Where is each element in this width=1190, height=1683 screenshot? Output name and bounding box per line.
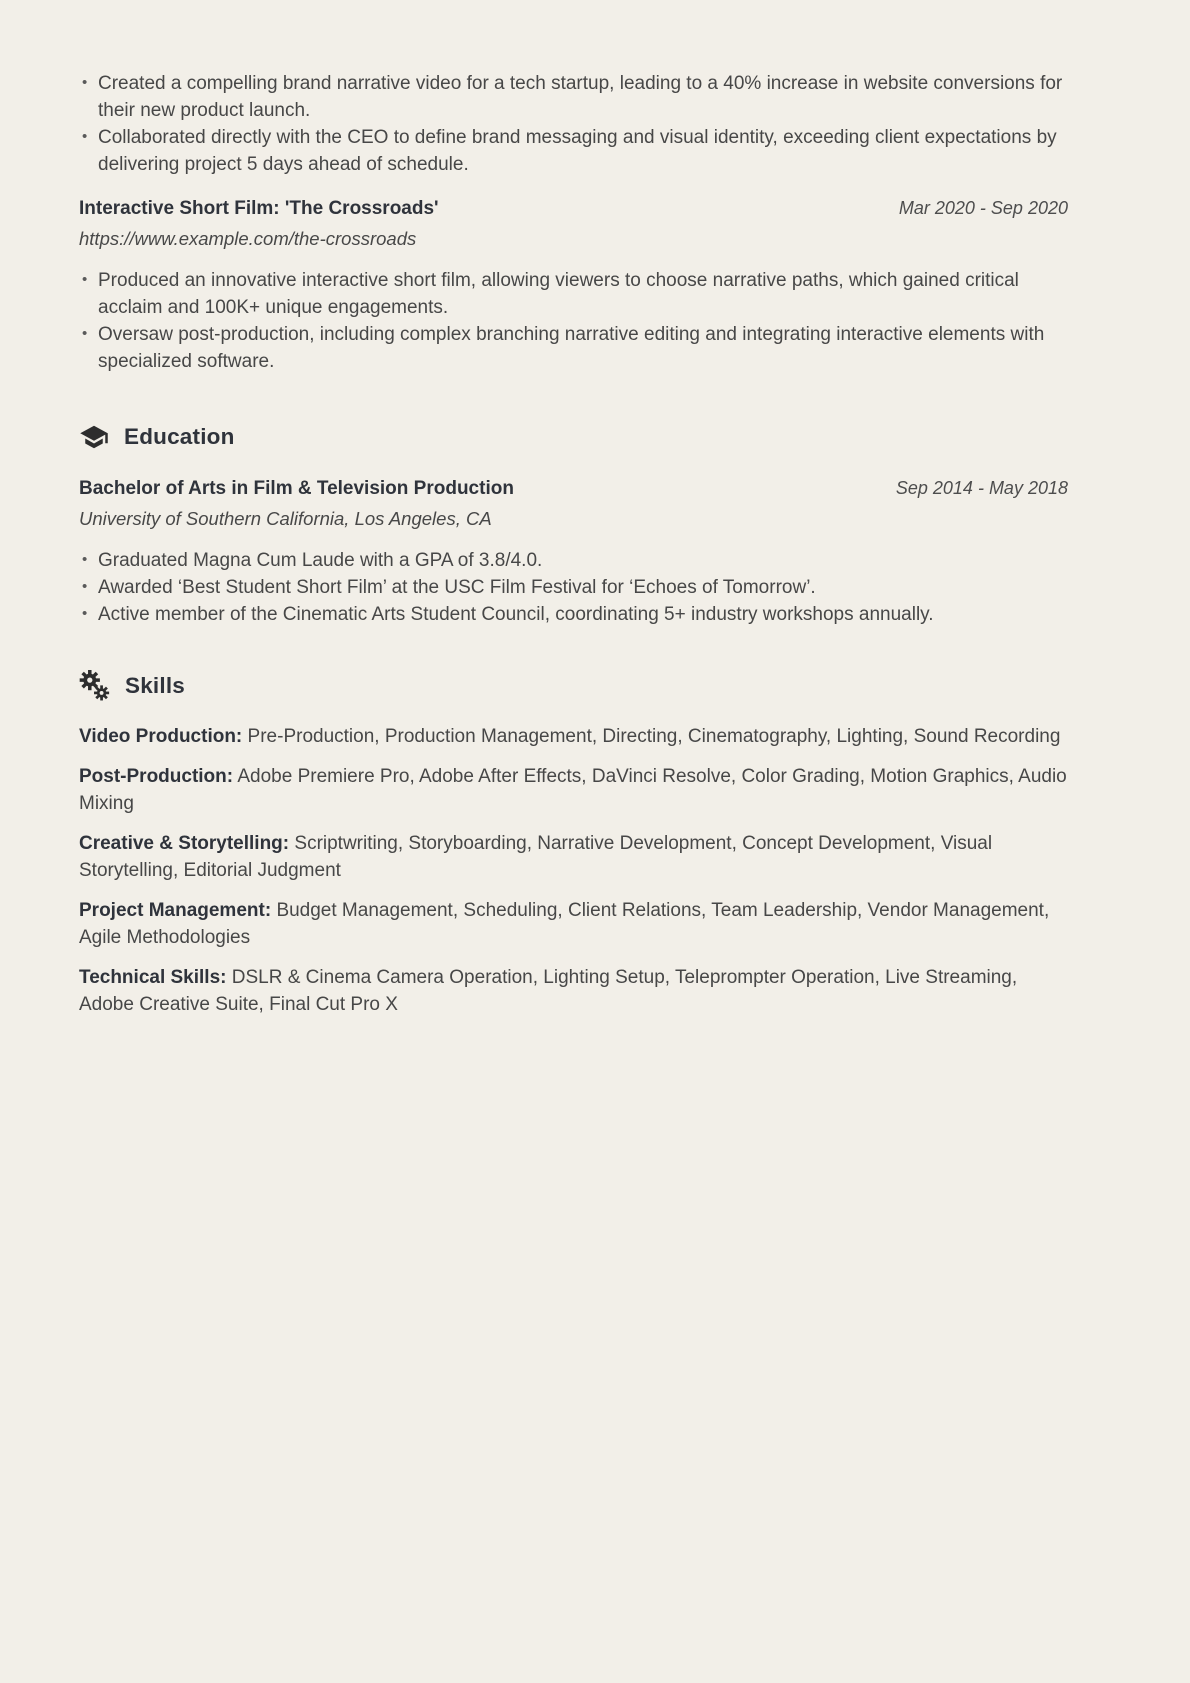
project-header-row xyxy=(79,195,1068,222)
skill-category-post-production xyxy=(79,763,1068,817)
education-bullets xyxy=(79,547,1068,628)
skills-section xyxy=(79,670,1068,1018)
skills-section-title: Skills xyxy=(125,672,185,698)
experience-project1-bullets xyxy=(79,70,1068,178)
skill-category-technical-skills xyxy=(79,964,1068,1018)
skill-category-items: Scriptwriting, Storyboarding, Narrative Development, Concept Development, Visual Storytelling, Editorial Judgment xyxy=(79,833,993,881)
skill-category-label: Creative & Storytelling: xyxy=(79,833,290,854)
skill-category-creative-storytelling xyxy=(79,830,1068,884)
graduation-cap-icon xyxy=(79,422,109,452)
education-section-title: Education xyxy=(124,424,235,449)
skill-category-label: Project Management: xyxy=(79,900,272,921)
skill-category-label: Video Production: xyxy=(79,726,243,747)
bullet-item: • Active member of the Cinematic Arts Student Council, coordinating 5+ industry workshops annually. xyxy=(79,601,1068,628)
bullet-item: • Produced an innovative interactive short film, allowing viewers to choose narrative paths, which gained critical acclaim and 100K+ unique engagements. xyxy=(79,267,1068,321)
skill-category-label: Technical Skills: xyxy=(79,967,227,988)
bullet-item: • Graduated Magna Cum Laude with a GPA of 3.8/4.0. xyxy=(79,547,1068,574)
gears-icon xyxy=(79,670,110,701)
degree-header-row xyxy=(79,475,1068,502)
education-section xyxy=(79,422,1068,628)
skill-category-video-production xyxy=(79,723,1068,750)
school-name: University of Southern California, Los Angeles, CA xyxy=(79,508,492,529)
project-title: Interactive Short Film: 'The Crossroads' xyxy=(79,198,439,219)
project-dates: Mar 2020 - Sep 2020 xyxy=(898,198,1068,218)
skill-category-items: Budget Management, Scheduling, Client Relations, Team Leadership, Vendor Management, Agile Methodologies xyxy=(79,900,1050,948)
bullet-item: • Oversaw post-production, including complex branching narrative editing and integrating interactive elements with specialized software. xyxy=(79,321,1068,375)
bullet-item: • Collaborated directly with the CEO to define brand messaging and visual identity, exceeding client expectations by delivering project 5 days ahead of schedule. xyxy=(79,124,1068,178)
skill-category-label: Post-Production: xyxy=(79,766,234,787)
skills-section-header xyxy=(79,670,1068,701)
skill-category-items: Pre-Production, Production Management, Directing, Cinematography, Lighting, Sound Recording xyxy=(247,726,1061,747)
skill-category-items: DSLR & Cinema Camera Operation, Lighting Setup, Teleprompter Operation, Live Streaming, Adobe Creative Suite, Final Cut Pro X xyxy=(79,967,1018,1015)
degree-dates: Sep 2014 - May 2018 xyxy=(895,478,1068,498)
bullet-item: • Created a compelling brand narrative video for a tech startup, leading to a 40% increase in website conversions for their new product launch. xyxy=(79,70,1068,124)
skill-category-project-management xyxy=(79,897,1068,951)
project-url-link[interactable]: https://www.example.com/the-crossroads xyxy=(79,228,417,249)
bullet-item: • Awarded ‘Best Student Short Film’ at the USC Film Festival for ‘Echoes of Tomorrow’. xyxy=(79,574,1068,601)
degree-title: Bachelor of Arts in Film & Television Production xyxy=(79,478,514,499)
skill-category-items: Adobe Premiere Pro, Adobe After Effects, DaVinci Resolve, Color Grading, Motion Graphics, Audio Mixing xyxy=(79,766,1067,814)
experience-project2-bullets xyxy=(79,267,1068,375)
education-section-header xyxy=(79,422,1068,452)
